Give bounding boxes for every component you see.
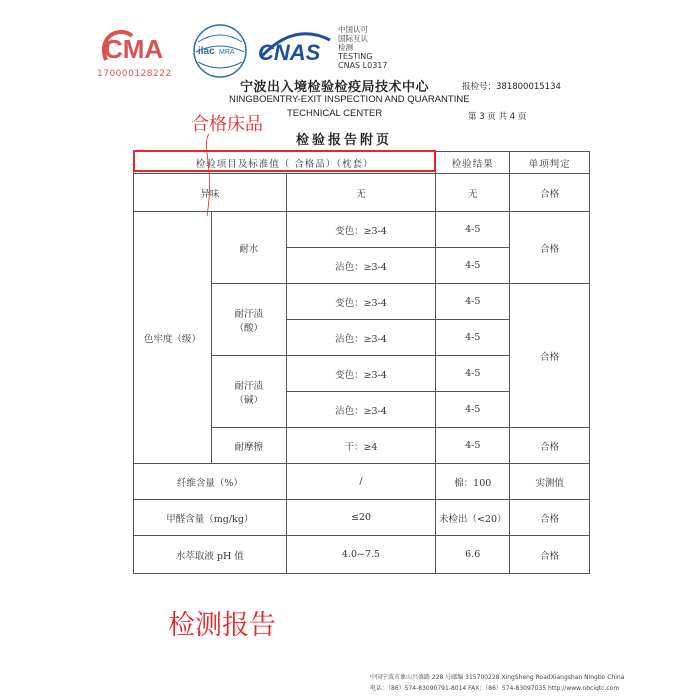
acid-change-standard: 变色：≥3-4 [286,284,436,320]
odor-judgement: 合格 [510,174,590,212]
perspiration-alkali-label-line2: （碱） [234,394,263,406]
formaldehyde-result: 未检出（<20） [436,500,510,536]
odor-result: 无 [436,174,510,212]
cnas-side-line: 检测 [338,43,353,52]
header-judgement: 单项判定 [510,152,590,174]
water-label: 耐水 [211,212,286,284]
center-name-en-line2: TECHNICAL CENTER [287,108,383,119]
alkali-change-standard: 变色：≥3-4 [286,356,436,392]
ph-label: 水萃取液 pH 值 [134,536,287,574]
formaldehyde-judgement: 合格 [510,500,590,536]
svg-text:CMA: CMA [104,34,164,64]
table-row-fiber [134,464,590,500]
perspiration-acid-label-line1: 耐汗渍 [234,308,263,320]
water-change-result: 4-5 [436,212,510,248]
perspiration-alkali-label [211,356,286,428]
ph-standard: 4.0~7.5 [286,536,436,574]
header-result: 检验结果 [436,152,510,174]
cnas-side-line: 中国认可 [338,25,368,34]
perspiration-acid-label [211,284,286,356]
rubbing-label: 耐摩擦 [211,428,286,464]
formaldehyde-label: 甲醛含量（mg/kg） [134,500,287,536]
alkali-stain-result: 4-5 [436,392,510,428]
ph-judgement: 合格 [510,536,590,574]
annotation-top-label: 合格床品 [191,114,263,135]
fiber-result: 棉：100 [436,464,510,500]
acid-change-result: 4-5 [436,284,510,320]
odor-label: 异味 [134,174,287,212]
annotation-highlight-box [133,150,436,172]
cnas-accreditation-text [338,25,387,70]
rubbing-standard: 干：≥4 [286,428,436,464]
alkali-change-result: 4-5 [436,356,510,392]
cnas-side-line: TESTING [338,52,373,61]
fiber-standard: / [286,464,436,500]
cnas-side-line: 国际互认 [338,34,368,43]
page-title: 检验报告附页 [296,133,393,148]
perspiration-judgement: 合格 [510,284,590,428]
svg-text:MRA: MRA [219,49,235,56]
table-row-ph [134,536,590,574]
formaldehyde-standard: ≤20 [286,500,436,536]
table-row-odor [134,174,590,212]
water-judgement: 合格 [510,212,590,284]
odor-standard: 无 [286,174,436,212]
annotation-bottom-label: 检测报告 [168,610,276,641]
water-stain-standard: 沾色：≥3-4 [286,248,436,284]
fiber-judgement: 实测值 [510,464,590,500]
cnas-logo [256,26,334,70]
cma-number: 170000128222 [97,69,172,79]
rubbing-result: 4-5 [436,428,510,464]
cnas-side-line: CNAS L0317 [338,61,388,70]
center-name-cn: 宁波出入境检验检疫局技术中心 [240,80,430,95]
rubbing-judgement: 合格 [510,428,590,464]
table-row-formaldehyde [134,500,590,536]
ilac-mra-logo [192,22,248,80]
water-stain-result: 4-5 [436,248,510,284]
report-number: 报检号：381800015134 [462,82,561,92]
color-fastness-label: 色牢度（级） [134,212,212,464]
inspection-table [133,151,590,574]
fiber-label: 纤维含量（%） [134,464,287,500]
center-name-en-line1: NINGBOENTRY-EXIT INSPECTION AND QUARANTINE [229,94,470,105]
ph-result: 6.6 [436,536,510,574]
perspiration-acid-label-line2: （酸） [234,322,263,334]
alkali-stain-standard: 沾色：≥3-4 [286,392,436,428]
footer-contact: 电话：（86）574-83090791-8014 FAX：（86）574-83097035 http://www.nbciqtc.com [370,685,620,692]
perspiration-alkali-label-line1: 耐汗渍 [234,380,263,392]
svg-text:ilac: ilac [198,46,215,57]
page-number: 第 3 页 共 4 页 [468,112,527,122]
acid-stain-result: 4-5 [436,320,510,356]
table-row-water-change [134,212,590,248]
water-change-standard: 变色：≥3-4 [286,212,436,248]
svg-text:CNAS: CNAS [258,40,321,65]
acid-stain-standard: 沾色：≥3-4 [286,320,436,356]
header-item-standard: 检验项目及标准值（ 合格品）（枕套） [134,152,436,174]
footer-address: 中国宁波市象山兴盛路 228 号邮编 315700228 XingSheng RoadXiangshan Ningbo China [370,674,625,681]
